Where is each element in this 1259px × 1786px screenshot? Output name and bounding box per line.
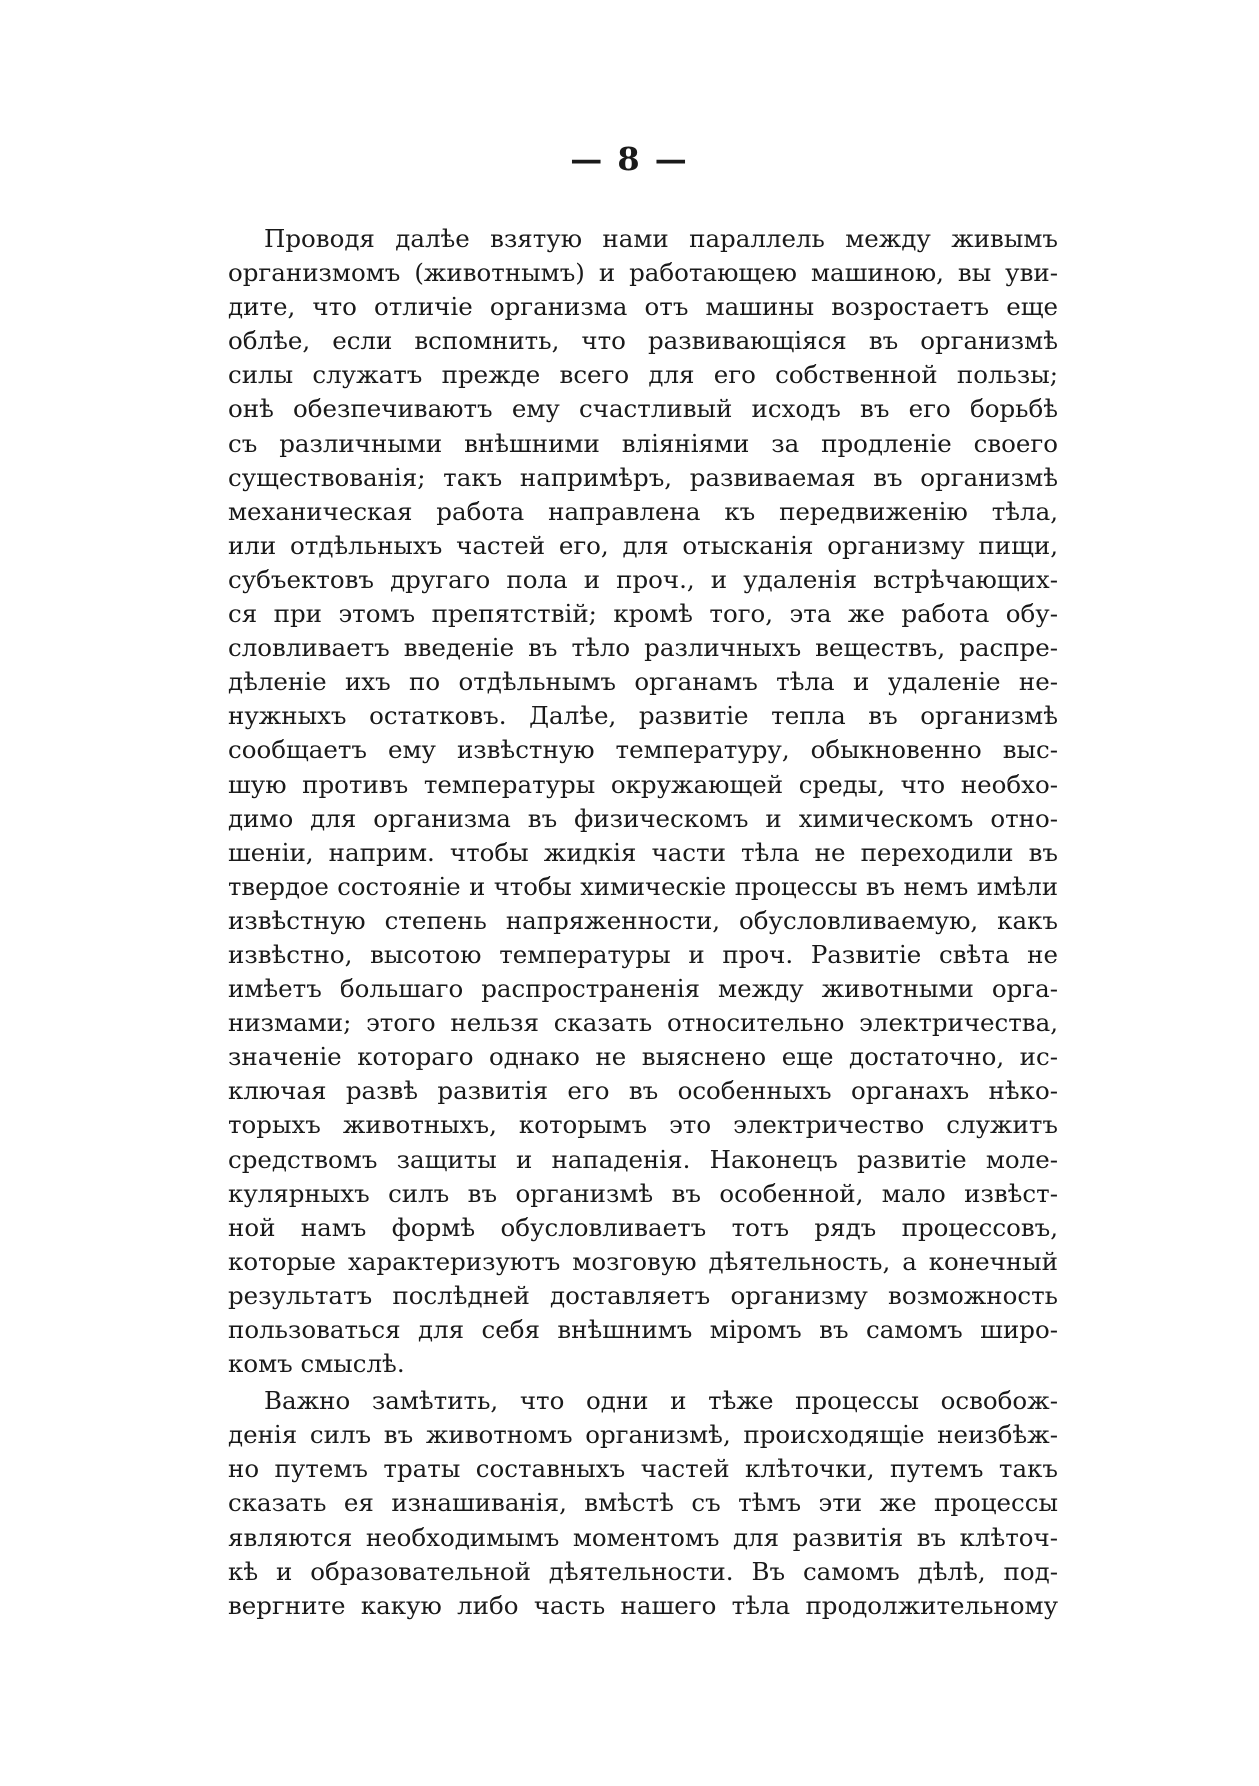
text-line: пользоваться для себя внѣшнимъ міромъ въ самомъ широ- xyxy=(228,1315,1058,1344)
text-line: нужныхъ остатковъ. Далѣе, развитіе тепла въ организмѣ xyxy=(228,701,1058,731)
text-line: шеніи, наприм. чтобы жидкія части тѣла не переходили въ xyxy=(228,837,1058,867)
page-number: — 8 — xyxy=(570,140,689,178)
text-line: облѣе, если вспомнить, что развивающіяся въ организмѣ xyxy=(228,326,1058,356)
text-line: димо для организма въ физическомъ и химическомъ отно- xyxy=(228,803,1058,833)
text-line: извѣстную степень напряженности, обусловливаемую, какъ xyxy=(228,905,1058,935)
text-line: вергните какую либо часть нашего тѣла продолжительному xyxy=(228,1590,1058,1620)
text-line: денія силъ въ животномъ организмѣ, происходящіе неизбѣж- xyxy=(228,1420,1058,1450)
text-line: извѣстно, высотою температуры и проч. Развитіе свѣта не xyxy=(228,939,1058,969)
text-line: съ различными внѣшними вліяніями за продленіе своего xyxy=(228,428,1058,458)
text-line: твердое состояніе и чтобы химическіе процессы въ немъ имѣли xyxy=(228,871,1058,901)
text-line: кулярныхъ силъ въ организмѣ въ особенной, мало извѣст- xyxy=(228,1178,1058,1208)
text-line: низмами; этого нельзя сказать относительно электричества, xyxy=(228,1008,1058,1038)
text-line: механическая работа направлена къ передвиженію тѣла, xyxy=(228,496,1058,526)
text-line: кѣ и образовательной дѣятельности. Въ самомъ дѣлѣ, под- xyxy=(228,1556,1058,1586)
text-line: субъектовъ другаго пола и проч., и удаленія встрѣчающих- xyxy=(228,564,1058,594)
text-line: результатъ послѣдней доставляетъ организму возможность xyxy=(228,1280,1058,1310)
text-line: шую противъ температуры окружающей среды, что необхо- xyxy=(228,769,1058,799)
text-line: дите, что отличіе организма отъ машины возростаетъ еще xyxy=(228,292,1058,322)
text-line: ной намъ формѣ обусловливаетъ тотъ рядъ процессовъ, xyxy=(228,1212,1058,1242)
text-line: сказать ея изнашиванія, вмѣстѣ съ тѣмъ эти же процессы xyxy=(228,1488,1058,1518)
text-line: сообщаетъ ему извѣстную температуру, обыкновенно выс- xyxy=(228,735,1058,765)
text-line: организмомъ (животнымъ) и работающею машиною, вы уви- xyxy=(228,258,1058,288)
text-line: имѣетъ большаго распространенія между животными орга- xyxy=(228,974,1058,1004)
text-line: являются необходимымъ моментомъ для развитія въ клѣточ- xyxy=(228,1522,1058,1552)
text-line: значеніе котораго однако не выяснено еще достаточно, ис- xyxy=(228,1042,1058,1072)
text-line: средствомъ защиты и нападенія. Наконецъ развитіе моле- xyxy=(228,1144,1058,1174)
text-line: дѣленіе ихъ по отдѣльнымъ органамъ тѣла и удаленіе не- xyxy=(228,667,1058,697)
text-line: Важно замѣтить, что одни и тѣже процессы освобож- xyxy=(264,1386,1058,1416)
text-line: существованія; такъ напримѣръ, развиваемая въ организмѣ xyxy=(228,462,1058,492)
text-line: комъ смыслѣ. xyxy=(228,1349,405,1379)
text-line: или отдѣльныхъ частей его, для отысканія организму пищи, xyxy=(228,530,1058,560)
text-line: онѣ обезпечиваютъ ему счастливый исходъ въ его борьбѣ xyxy=(228,394,1058,424)
text-line: силы служатъ прежде всего для его собственной пользы; xyxy=(228,360,1058,390)
text-line: словливаетъ введеніе въ тѣло различныхъ веществъ, распре- xyxy=(228,633,1058,663)
text-line: торыхъ животныхъ, которымъ это электричество служитъ xyxy=(228,1110,1058,1140)
body-text xyxy=(228,222,1058,1623)
text-line: ся при этомъ препятствій; кромѣ того, эта же работа обу- xyxy=(228,599,1058,629)
text-line: которые характеризуютъ мозговую дѣятельность, а конечный xyxy=(228,1246,1058,1276)
text-line: Проводя далѣе взятую нами параллель между живымъ xyxy=(264,224,1058,253)
text-line: но путемъ траты составныхъ частей клѣточки, путемъ такъ xyxy=(228,1454,1058,1484)
text-line: ключая развѣ развитія его въ особенныхъ органахъ нѣко- xyxy=(228,1076,1058,1106)
